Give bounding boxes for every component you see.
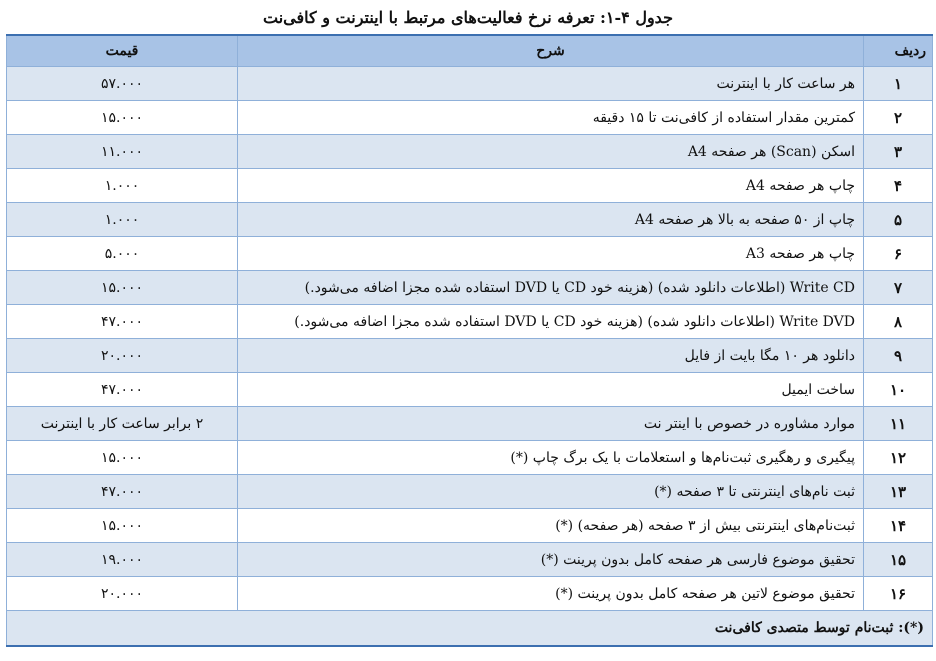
row-price: ۴۷.۰۰۰ [7, 475, 238, 509]
table-row [7, 577, 933, 611]
row-description: Write CD (اطلاعات دانلود شده) (هزینه خود CD یا DVD استفاده شده مجزا اضافه می‌شود.) [238, 271, 864, 305]
row-description: اسکن (Scan) هر صفحه A4 [238, 135, 864, 169]
row-number: ۱۲ [864, 441, 933, 475]
table-row [7, 135, 933, 169]
table-row [7, 101, 933, 135]
table-row [7, 441, 933, 475]
row-number: ۲ [864, 101, 933, 135]
row-price: ۱۱.۰۰۰ [7, 135, 238, 169]
row-description: موارد مشاوره در خصوص با اینتر نت [238, 407, 864, 441]
row-price: ۲ برابر ساعت کار با اینترنت [7, 407, 238, 441]
row-price: ۱۵.۰۰۰ [7, 101, 238, 135]
row-description: چاپ هر صفحه A3 [238, 237, 864, 271]
tariff-table [6, 34, 933, 647]
table-body [7, 67, 933, 647]
table-row [7, 271, 933, 305]
table-row [7, 67, 933, 101]
row-description: کمترین مقدار استفاده از کافی‌نت تا ۱۵ دقیقه [238, 101, 864, 135]
row-description: تحقیق موضوع لاتین هر صفحه کامل بدون پرینت (*) [238, 577, 864, 611]
row-description: چاپ از ۵۰ صفحه به بالا هر صفحه A4 [238, 203, 864, 237]
table-row [7, 543, 933, 577]
row-number: ۱۰ [864, 373, 933, 407]
row-price: ۱۵.۰۰۰ [7, 441, 238, 475]
row-number: ۶ [864, 237, 933, 271]
row-price: ۱.۰۰۰ [7, 203, 238, 237]
row-description: تحقیق موضوع فارسی هر صفحه کامل بدون پرینت (*) [238, 543, 864, 577]
row-number: ۳ [864, 135, 933, 169]
row-description: پیگیری و رهگیری ثبت‌نام‌ها و استعلامات با یک برگ چاپ (*) [238, 441, 864, 475]
row-description: چاپ هر صفحه A4 [238, 169, 864, 203]
row-description: هر ساعت کار با اینترنت [238, 67, 864, 101]
row-number: ۷ [864, 271, 933, 305]
table-row [7, 169, 933, 203]
row-description: ثبت نام‌های اینترنتی تا ۳ صفحه (*) [238, 475, 864, 509]
header-row [7, 35, 933, 67]
row-number: ۱۶ [864, 577, 933, 611]
row-number: ۸ [864, 305, 933, 339]
header-row-number: ردیف [864, 35, 933, 67]
table-row [7, 475, 933, 509]
footnote-row [7, 611, 933, 647]
table-row [7, 373, 933, 407]
row-description: ساخت ایمیل [238, 373, 864, 407]
row-number: ۱۱ [864, 407, 933, 441]
header-price: قیمت [7, 35, 238, 67]
row-number: ۱۴ [864, 509, 933, 543]
header-description: شرح [238, 35, 864, 67]
row-description: Write DVD (اطلاعات دانلود شده) (هزینه خود CD یا DVD استفاده شده مجزا اضافه می‌شود.) [238, 305, 864, 339]
row-price: ۱۹.۰۰۰ [7, 543, 238, 577]
table-row [7, 339, 933, 373]
table-row [7, 237, 933, 271]
row-number: ۹ [864, 339, 933, 373]
row-number: ۴ [864, 169, 933, 203]
row-description: ثبت‌نام‌های اینترنتی بیش از ۳ صفحه (هر صفحه) (*) [238, 509, 864, 543]
row-price: ۱۵.۰۰۰ [7, 509, 238, 543]
row-price: ۵۷.۰۰۰ [7, 67, 238, 101]
row-price: ۱۵.۰۰۰ [7, 271, 238, 305]
row-number: ۵ [864, 203, 933, 237]
table-row [7, 305, 933, 339]
row-price: ۴۷.۰۰۰ [7, 305, 238, 339]
row-price: ۲۰.۰۰۰ [7, 577, 238, 611]
footnote: (*): ثبت‌نام توسط متصدی کافی‌نت [7, 611, 933, 647]
table-row [7, 509, 933, 543]
row-price: ۲۰.۰۰۰ [7, 339, 238, 373]
row-number: ۱۳ [864, 475, 933, 509]
table-row [7, 203, 933, 237]
row-price: ۵.۰۰۰ [7, 237, 238, 271]
row-number: ۱۵ [864, 543, 933, 577]
row-price: ۴۷.۰۰۰ [7, 373, 238, 407]
table-caption: جدول ۴-۱: تعرفه نرخ فعالیت‌های مرتبط با اینترنت و کافی‌نت [263, 8, 673, 27]
row-description: دانلود هر ۱۰ مگا بایت از فایل [238, 339, 864, 373]
table-row [7, 407, 933, 441]
row-number: ۱ [864, 67, 933, 101]
row-price: ۱.۰۰۰ [7, 169, 238, 203]
